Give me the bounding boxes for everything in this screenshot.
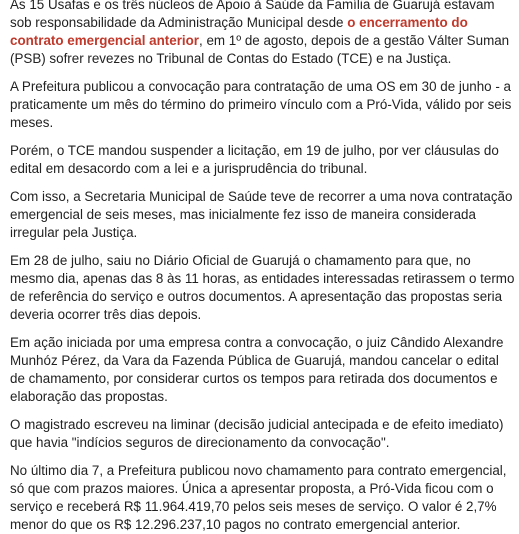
paragraph-2: A Prefeitura publicou a convocação para contratação de uma OS em 30 de junho - a praticamente um mês do término do primeiro vínculo com a Pró-Vida, válido por seis meses. <box>10 79 512 130</box>
paragraph-5: Em 28 de julho, saiu no Diário Oficial de Guarujá o chamamento para que, no mesmo dia, apenas das 8 às 11 horas, as entidades interessadas retirassem o termo de referência do serviço e outros documentos. A apresentação das propostas seria deveria ocorrer três dias depois. <box>10 253 515 322</box>
paragraph-1-text-before: As 15 Usafas e os três núcleos de Apoio à Saúde da Família de Guarujá estavam sob responsabilidade da Administração Municipal desde <box>10 0 495 30</box>
paragraph-4: Com isso, a Secretaria Municipal de Saúde teve de recorrer a uma nova contratação emergencial de seis meses, mas inicialmente fez isso de maneira considerada irregular pela Justiça. <box>10 189 513 240</box>
link-previous-emergency-contract[interactable]: o encerramento do contrato emergencial anterior <box>10 15 468 48</box>
paragraph-3: Porém, o TCE mandou suspender a licitação, em 19 de julho, por ver cláusulas do edital em desacordo com a lei e a jurisprudência do tribunal. <box>10 143 499 176</box>
paragraph-6: Em ação iniciada por uma empresa contra a convocação, o juiz Cândido Alexandre Munhóz Pérez, da Vara da Fazenda Pública de Guarujá, mandou cancelar o edital de chamamento, por considerar curtos os tempos para retirada dos documentos e elaboração das propostas. <box>10 335 504 404</box>
paragraph-1 <box>10 0 515 68</box>
paragraph-7: O magistrado escreveu na liminar (decisão judicial antecipada e de efeito imediato) que havia "indícios seguros de direcionamento da convocação". <box>10 417 504 450</box>
paragraph-1-text-after: , em 1º de agosto, depois de a gestão Válter Suman (PSB) sofrer revezes no Tribunal de Contas do Estado (TCE) e na Justiça. <box>10 33 510 66</box>
paragraph-8: No último dia 7, a Prefeitura publicou novo chamamento para contrato emergencial, só que com prazos maiores. Única a apresentar proposta, a Pró-Vida ficou com o serviço e receberá R$ 11.964.419,70 pelos seis meses de serviço. O valor é 2,7% menor do que os R$ 12.296.237,10 pagos no contrato emergencial anterior. <box>10 463 507 532</box>
